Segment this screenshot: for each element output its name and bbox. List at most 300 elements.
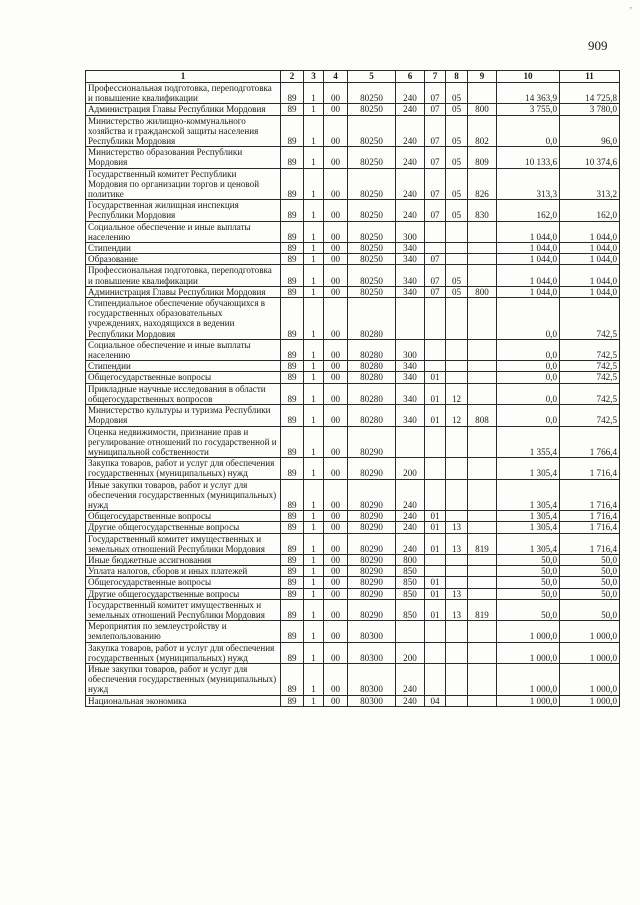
- cell-col-4: 00: [324, 115, 348, 147]
- cell-col-5: 80290: [348, 577, 396, 588]
- cell-col-5: 80300: [348, 663, 396, 695]
- cell-col-8: 05: [446, 83, 468, 104]
- cell-row-name: Министерство культуры и туризма Республики Мордовия: [86, 405, 281, 426]
- cell-col-8: 05: [446, 200, 468, 221]
- cell-col-7: 04: [425, 695, 446, 706]
- cell-col-7: 07: [425, 168, 446, 200]
- cell-col-6: 240: [396, 663, 425, 695]
- table-row: [86, 522, 620, 533]
- cell-col-8: [446, 577, 468, 588]
- cell-col-7: [425, 221, 446, 242]
- table-row: [86, 115, 620, 147]
- cell-col-5: 80250: [348, 168, 396, 200]
- cell-col-9: 808: [468, 405, 497, 426]
- cell-row-name: Государственная жилищная инспекция Республики Мордовия: [86, 200, 281, 221]
- cell-col-2: 89: [281, 254, 304, 265]
- cell-col-3: 1: [304, 522, 324, 533]
- cell-col-8: [446, 243, 468, 254]
- cell-col-3: 1: [304, 115, 324, 147]
- cell-col-7: 01: [425, 383, 446, 404]
- cell-col-4: 00: [324, 104, 348, 115]
- cell-col-6: 340: [396, 265, 425, 286]
- header-cell: 9: [468, 71, 497, 83]
- cell-col-10: 50,0: [497, 554, 560, 565]
- cell-col-9: 819: [468, 599, 497, 620]
- cell-col-3: 1: [304, 200, 324, 221]
- cell-col-5: 80250: [348, 83, 396, 104]
- cell-col-11: 50,0: [560, 588, 620, 599]
- cell-col-8: [446, 695, 468, 706]
- cell-col-6: 240: [396, 104, 425, 115]
- cell-col-11: 742,5: [560, 372, 620, 383]
- cell-col-2: 89: [281, 200, 304, 221]
- cell-col-2: 89: [281, 511, 304, 522]
- budget-table: [85, 70, 620, 707]
- cell-col-8: [446, 221, 468, 242]
- cell-col-10: 0,0: [497, 383, 560, 404]
- cell-col-10: 1 044,0: [497, 221, 560, 242]
- cell-col-11: 742,5: [560, 383, 620, 404]
- cell-col-7: [425, 621, 446, 642]
- cell-col-6: 800: [396, 554, 425, 565]
- cell-col-10: 1 044,0: [497, 254, 560, 265]
- cell-col-3: 1: [304, 298, 324, 340]
- cell-col-7: 01: [425, 372, 446, 383]
- table-row: [86, 621, 620, 642]
- cell-col-8: 13: [446, 533, 468, 554]
- table-row: [86, 339, 620, 360]
- table-row: [86, 254, 620, 265]
- cell-col-3: 1: [304, 168, 324, 200]
- cell-col-10: 1 000,0: [497, 695, 560, 706]
- cell-col-8: 05: [446, 147, 468, 168]
- cell-col-2: 89: [281, 426, 304, 458]
- table-row: [86, 511, 620, 522]
- cell-col-7: [425, 458, 446, 479]
- cell-col-8: 13: [446, 522, 468, 533]
- cell-col-5: 80250: [348, 104, 396, 115]
- cell-col-7: [425, 663, 446, 695]
- cell-col-4: 00: [324, 522, 348, 533]
- cell-col-4: 00: [324, 339, 348, 360]
- cell-row-name: Общегосударственные вопросы: [86, 372, 281, 383]
- table-row: [86, 695, 620, 706]
- cell-col-4: 00: [324, 566, 348, 577]
- cell-col-9: [468, 339, 497, 360]
- cell-row-name: Стипендии: [86, 361, 281, 372]
- cell-col-4: 00: [324, 298, 348, 340]
- cell-col-8: 12: [446, 405, 468, 426]
- table-row: [86, 383, 620, 404]
- cell-row-name: Социальное обеспечение и иные выплаты населению: [86, 221, 281, 242]
- cell-col-4: 00: [324, 554, 348, 565]
- cell-col-5: 80280: [348, 298, 396, 340]
- cell-row-name: Стипендии: [86, 243, 281, 254]
- cell-col-9: 800: [468, 286, 497, 297]
- cell-col-10: 3 755,0: [497, 104, 560, 115]
- cell-col-3: 1: [304, 254, 324, 265]
- cell-col-2: 89: [281, 479, 304, 511]
- corner-mark: ,: [629, 0, 632, 10]
- header-cell: 5: [348, 71, 396, 83]
- cell-col-10: 162,0: [497, 200, 560, 221]
- cell-col-10: 1 305,4: [497, 458, 560, 479]
- cell-col-3: 1: [304, 243, 324, 254]
- cell-row-name: Другие общегосударственные вопросы: [86, 588, 281, 599]
- cell-col-6: [396, 426, 425, 458]
- cell-col-2: 89: [281, 243, 304, 254]
- cell-col-3: 1: [304, 566, 324, 577]
- cell-col-4: 00: [324, 147, 348, 168]
- cell-row-name: Профессиональная подготовка, переподготовка и повышение квалификации: [86, 265, 281, 286]
- cell-col-4: 00: [324, 663, 348, 695]
- cell-col-8: [446, 339, 468, 360]
- cell-col-5: 80250: [348, 115, 396, 147]
- cell-col-6: 240: [396, 168, 425, 200]
- cell-col-9: [468, 383, 497, 404]
- cell-col-3: 1: [304, 621, 324, 642]
- header-cell: 1: [86, 71, 281, 83]
- cell-col-11: 50,0: [560, 599, 620, 620]
- table-row: [86, 221, 620, 242]
- cell-col-4: 00: [324, 372, 348, 383]
- cell-col-6: 300: [396, 221, 425, 242]
- cell-col-2: 89: [281, 405, 304, 426]
- cell-col-7: [425, 361, 446, 372]
- cell-col-11: 1 716,4: [560, 533, 620, 554]
- cell-col-11: 1 044,0: [560, 254, 620, 265]
- cell-col-11: 1 044,0: [560, 243, 620, 254]
- cell-col-5: 80290: [348, 599, 396, 620]
- cell-col-10: 0,0: [497, 372, 560, 383]
- cell-col-10: 50,0: [497, 588, 560, 599]
- cell-col-6: 200: [396, 458, 425, 479]
- header-cell: 8: [446, 71, 468, 83]
- cell-col-8: [446, 566, 468, 577]
- table-row: [86, 458, 620, 479]
- cell-col-4: 00: [324, 200, 348, 221]
- cell-col-3: 1: [304, 695, 324, 706]
- cell-col-5: 80250: [348, 200, 396, 221]
- cell-col-8: 05: [446, 286, 468, 297]
- cell-col-8: [446, 458, 468, 479]
- cell-col-9: [468, 426, 497, 458]
- cell-col-10: 0,0: [497, 115, 560, 147]
- cell-col-7: 07: [425, 115, 446, 147]
- cell-col-3: 1: [304, 361, 324, 372]
- cell-row-name: Закупка товаров, работ и услуг для обеспечения государственных (муниципальных) нужд: [86, 458, 281, 479]
- table-row: [86, 147, 620, 168]
- table-row: [86, 533, 620, 554]
- cell-col-7: 07: [425, 265, 446, 286]
- cell-row-name: Государственный комитет имущественных и земельных отношений Республики Мордовия: [86, 599, 281, 620]
- cell-col-4: 00: [324, 254, 348, 265]
- cell-row-name: Мероприятия по землеустройству и землепользованию: [86, 621, 281, 642]
- cell-col-5: 80290: [348, 588, 396, 599]
- cell-col-6: 240: [396, 479, 425, 511]
- cell-col-10: 14 363,9: [497, 83, 560, 104]
- cell-col-5: 80290: [348, 479, 396, 511]
- cell-col-9: [468, 522, 497, 533]
- cell-col-5: 80280: [348, 361, 396, 372]
- cell-col-7: 01: [425, 522, 446, 533]
- cell-col-7: [425, 339, 446, 360]
- cell-col-3: 1: [304, 554, 324, 565]
- cell-col-7: 07: [425, 104, 446, 115]
- cell-col-2: 89: [281, 554, 304, 565]
- cell-col-11: 50,0: [560, 554, 620, 565]
- cell-col-11: 1 000,0: [560, 621, 620, 642]
- cell-col-11: 742,5: [560, 298, 620, 340]
- cell-col-9: 826: [468, 168, 497, 200]
- cell-col-3: 1: [304, 265, 324, 286]
- cell-col-9: [468, 577, 497, 588]
- cell-col-8: 12: [446, 383, 468, 404]
- cell-col-2: 89: [281, 642, 304, 663]
- cell-col-8: [446, 298, 468, 340]
- cell-col-6: 850: [396, 566, 425, 577]
- cell-col-6: 240: [396, 511, 425, 522]
- cell-col-9: [468, 479, 497, 511]
- cell-col-7: 07: [425, 254, 446, 265]
- cell-col-10: 1 305,4: [497, 511, 560, 522]
- table-row: [86, 599, 620, 620]
- cell-col-9: 819: [468, 533, 497, 554]
- cell-col-11: 96,0: [560, 115, 620, 147]
- cell-col-7: [425, 426, 446, 458]
- cell-col-9: [468, 372, 497, 383]
- cell-col-11: 162,0: [560, 200, 620, 221]
- cell-col-2: 89: [281, 83, 304, 104]
- cell-col-9: [468, 83, 497, 104]
- cell-col-3: 1: [304, 372, 324, 383]
- cell-col-11: 1 044,0: [560, 265, 620, 286]
- cell-col-7: [425, 298, 446, 340]
- table-row: [86, 566, 620, 577]
- cell-col-5: 80250: [348, 147, 396, 168]
- cell-col-10: 1 000,0: [497, 663, 560, 695]
- cell-col-6: 340: [396, 286, 425, 297]
- cell-col-4: 00: [324, 265, 348, 286]
- cell-col-4: 00: [324, 426, 348, 458]
- header-cell: 2: [281, 71, 304, 83]
- cell-col-2: 89: [281, 663, 304, 695]
- cell-row-name: Иные закупки товаров, работ и услуг для обеспечения государственных (муниципальных) нужд: [86, 663, 281, 695]
- cell-col-11: 1 716,4: [560, 522, 620, 533]
- cell-col-2: 89: [281, 104, 304, 115]
- cell-col-3: 1: [304, 83, 324, 104]
- table-row: [86, 168, 620, 200]
- cell-col-2: 89: [281, 599, 304, 620]
- cell-col-2: 89: [281, 383, 304, 404]
- cell-col-11: 50,0: [560, 566, 620, 577]
- cell-col-6: 850: [396, 599, 425, 620]
- cell-col-2: 89: [281, 168, 304, 200]
- cell-col-2: 89: [281, 115, 304, 147]
- cell-row-name: Общегосударственные вопросы: [86, 577, 281, 588]
- cell-col-3: 1: [304, 286, 324, 297]
- cell-col-2: 89: [281, 621, 304, 642]
- cell-col-9: [468, 621, 497, 642]
- cell-col-9: [468, 695, 497, 706]
- cell-col-3: 1: [304, 104, 324, 115]
- cell-col-3: 1: [304, 663, 324, 695]
- cell-col-10: 50,0: [497, 566, 560, 577]
- cell-col-4: 00: [324, 168, 348, 200]
- cell-col-10: 1 000,0: [497, 621, 560, 642]
- cell-col-10: 1 044,0: [497, 265, 560, 286]
- cell-col-11: 1 000,0: [560, 642, 620, 663]
- cell-row-name: Стипендиальное обеспечение обучающихся в государственных образовательных учреждениях, находящихся в ведении Республики Мордовия: [86, 298, 281, 340]
- cell-col-8: [446, 621, 468, 642]
- cell-col-8: [446, 554, 468, 565]
- cell-col-6: 240: [396, 533, 425, 554]
- cell-col-11: 1 044,0: [560, 286, 620, 297]
- table-row: [86, 663, 620, 695]
- cell-col-3: 1: [304, 533, 324, 554]
- cell-col-3: 1: [304, 221, 324, 242]
- cell-col-4: 00: [324, 511, 348, 522]
- cell-col-7: 01: [425, 405, 446, 426]
- cell-row-name: Национальная экономика: [86, 695, 281, 706]
- cell-row-name: Государственный комитет Республики Мордовия по организации торгов и ценовой политике: [86, 168, 281, 200]
- cell-col-8: 13: [446, 599, 468, 620]
- cell-col-7: 07: [425, 83, 446, 104]
- cell-col-9: [468, 554, 497, 565]
- cell-col-9: [468, 265, 497, 286]
- cell-col-5: 80290: [348, 458, 396, 479]
- cell-col-10: 0,0: [497, 405, 560, 426]
- table-row: [86, 554, 620, 565]
- cell-row-name: Государственный комитет имущественных и земельных отношений Республики Мордовия: [86, 533, 281, 554]
- cell-col-5: 80250: [348, 243, 396, 254]
- cell-col-6: 340: [396, 383, 425, 404]
- cell-row-name: Образование: [86, 254, 281, 265]
- cell-col-9: [468, 254, 497, 265]
- cell-col-7: 01: [425, 533, 446, 554]
- cell-col-8: [446, 479, 468, 511]
- cell-col-2: 89: [281, 361, 304, 372]
- cell-col-9: [468, 588, 497, 599]
- table-row: [86, 405, 620, 426]
- cell-col-6: 240: [396, 147, 425, 168]
- cell-col-8: [446, 642, 468, 663]
- cell-col-9: [468, 298, 497, 340]
- cell-col-7: [425, 479, 446, 511]
- cell-col-4: 00: [324, 642, 348, 663]
- cell-col-3: 1: [304, 479, 324, 511]
- cell-col-3: 1: [304, 405, 324, 426]
- cell-col-5: 80280: [348, 339, 396, 360]
- cell-col-7: [425, 243, 446, 254]
- header-cell: 6: [396, 71, 425, 83]
- cell-col-10: 50,0: [497, 599, 560, 620]
- cell-col-4: 00: [324, 83, 348, 104]
- cell-col-4: 00: [324, 383, 348, 404]
- cell-col-5: 80280: [348, 372, 396, 383]
- table-row: [86, 479, 620, 511]
- cell-col-3: 1: [304, 458, 324, 479]
- cell-col-10: 1 305,4: [497, 522, 560, 533]
- cell-col-11: 742,5: [560, 405, 620, 426]
- cell-row-name: Прикладные научные исследования в области общегосударственных вопросов: [86, 383, 281, 404]
- cell-row-name: Профессиональная подготовка, переподготовка и повышение квалификации: [86, 83, 281, 104]
- cell-col-5: 80290: [348, 511, 396, 522]
- cell-col-4: 00: [324, 621, 348, 642]
- cell-col-2: 89: [281, 695, 304, 706]
- cell-col-4: 00: [324, 405, 348, 426]
- cell-col-3: 1: [304, 588, 324, 599]
- cell-col-9: 800: [468, 104, 497, 115]
- cell-col-6: 340: [396, 361, 425, 372]
- header-cell: 10: [497, 71, 560, 83]
- cell-col-8: 05: [446, 115, 468, 147]
- cell-col-6: 240: [396, 83, 425, 104]
- cell-col-8: [446, 254, 468, 265]
- cell-col-7: 07: [425, 147, 446, 168]
- cell-col-7: 01: [425, 577, 446, 588]
- table-row: [86, 200, 620, 221]
- header-cell: 11: [560, 71, 620, 83]
- cell-col-3: 1: [304, 426, 324, 458]
- cell-col-7: 07: [425, 286, 446, 297]
- cell-row-name: Общегосударственные вопросы: [86, 511, 281, 522]
- cell-row-name: Администрация Главы Республики Мордовия: [86, 104, 281, 115]
- cell-col-4: 00: [324, 479, 348, 511]
- table-row: [86, 588, 620, 599]
- cell-col-2: 89: [281, 458, 304, 479]
- cell-row-name: Администрация Главы Республики Мордовия: [86, 286, 281, 297]
- cell-col-9: [468, 458, 497, 479]
- cell-col-6: 850: [396, 588, 425, 599]
- table-row: [86, 577, 620, 588]
- cell-col-5: 80290: [348, 566, 396, 577]
- cell-col-11: 1 716,4: [560, 511, 620, 522]
- cell-col-10: 0,0: [497, 339, 560, 360]
- table-row: [86, 265, 620, 286]
- cell-col-5: 80250: [348, 221, 396, 242]
- cell-col-11: 10 374,6: [560, 147, 620, 168]
- cell-col-11: 1 000,0: [560, 663, 620, 695]
- cell-col-10: 1 044,0: [497, 243, 560, 254]
- cell-row-name: Иные бюджетные ассигнования: [86, 554, 281, 565]
- cell-col-3: 1: [304, 577, 324, 588]
- cell-col-8: 05: [446, 168, 468, 200]
- cell-row-name: Социальное обеспечение и иные выплаты населению: [86, 339, 281, 360]
- cell-col-4: 00: [324, 533, 348, 554]
- header-cell: 3: [304, 71, 324, 83]
- cell-col-7: 01: [425, 511, 446, 522]
- cell-col-4: 00: [324, 221, 348, 242]
- cell-col-3: 1: [304, 642, 324, 663]
- cell-col-5: 80250: [348, 286, 396, 297]
- cell-col-8: [446, 426, 468, 458]
- cell-col-11: 1 716,4: [560, 479, 620, 511]
- cell-col-4: 00: [324, 577, 348, 588]
- header-cell: 7: [425, 71, 446, 83]
- cell-col-7: 01: [425, 599, 446, 620]
- cell-row-name: Министерство образования Республики Мордовия: [86, 147, 281, 168]
- cell-row-name: Другие общегосударственные вопросы: [86, 522, 281, 533]
- cell-col-6: 300: [396, 339, 425, 360]
- cell-col-11: 14 725,8: [560, 83, 620, 104]
- cell-col-2: 89: [281, 577, 304, 588]
- cell-col-10: 1 305,4: [497, 479, 560, 511]
- table-row: [86, 642, 620, 663]
- cell-col-5: 80290: [348, 554, 396, 565]
- cell-col-3: 1: [304, 147, 324, 168]
- cell-col-10: 1 305,4: [497, 533, 560, 554]
